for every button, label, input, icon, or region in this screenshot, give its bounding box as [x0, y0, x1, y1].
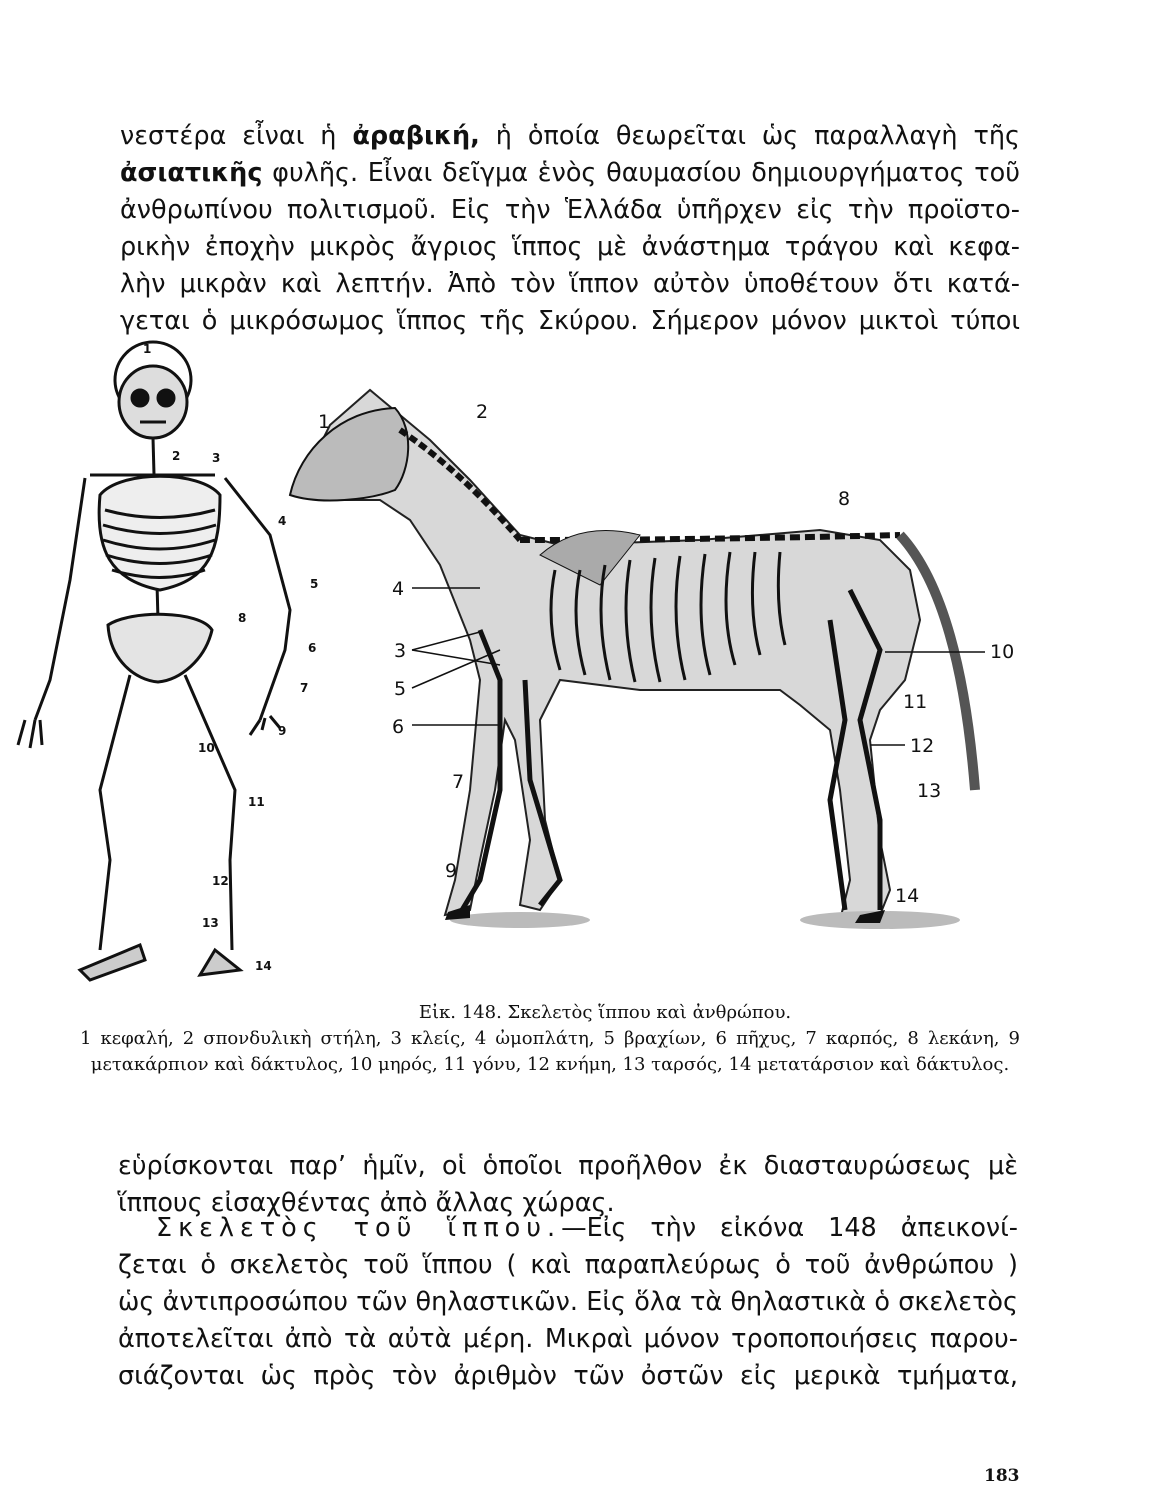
text-fragment: ρικὴν ἐποχὴν μικρὸς ἄγριος ἵππος μὲ ἀνάστημα τράγου καὶ κεφα- [120, 232, 1020, 262]
text-line: εὑρίσκονται παρ’ ἡμῖν, οἱ ὁποῖοι προῆλθον ἐκ διασταυρώσεως μὲ [118, 1151, 1018, 1181]
section-heading: Σκελετὸς τοῦ ἵππου. [156, 1213, 562, 1243]
text-line [120, 266, 1020, 303]
horse-label-11: 11 [903, 691, 928, 713]
bold-term: ἀσιατικῆς [120, 158, 263, 188]
horse-label-7: 7 [452, 771, 465, 793]
text-line [120, 192, 1020, 229]
human-label-8: 8 [238, 611, 247, 625]
horse-label-14: 14 [895, 885, 920, 907]
text-line: ὡς ἀντιπροσώπου τῶν θηλαστικῶν. Εἰς ὅλα τὰ θηλαστικὰ ὁ σκελετὸς [118, 1287, 1018, 1317]
horse-label-1: 1 [318, 411, 331, 433]
text-line [120, 229, 1020, 266]
text-line: σιάζονται ὡς πρὸς τὸν ἀριθμὸν τῶν ὀστῶν εἰς μερικὰ τμήματα, [118, 1361, 1018, 1391]
horse-label-6: 6 [392, 716, 405, 738]
paragraph-top [120, 118, 1020, 340]
human-label-5: 5 [310, 577, 319, 591]
skeleton-illustration [0, 320, 1060, 1000]
horse-label-12: 12 [910, 735, 935, 757]
human-label-13: 13 [202, 916, 219, 930]
human-label-7: 7 [300, 681, 309, 695]
horse-label-10: 10 [990, 641, 1015, 663]
text-fragment: λὴν μικρὰν καὶ λεπτήν. Ἀπὸ τὸν ἵππον αὐτὸν ὑποθέτουν ὅτι κατά- [120, 269, 1020, 299]
text-fragment: —Εἰς τὴν εἰκόνα 148 ἀπεικονί- [561, 1213, 1019, 1243]
horse-label-8: 8 [838, 488, 851, 510]
human-label-11: 11 [248, 795, 265, 809]
text-line: ζεται ὁ σκελετὸς τοῦ ἵππου ( καὶ παραπλεύρως ὁ τοῦ ἀνθρώπου ) [118, 1250, 1018, 1280]
human-label-6: 6 [308, 641, 317, 655]
horse-label-3: 3 [394, 640, 407, 662]
caption-title: Εἰκ. 148. Σκελετὸς ἵππου καὶ ἀνθρώπου. [418, 1002, 792, 1023]
horse-label-5: 5 [394, 678, 407, 700]
text-fragment: ἀνθρωπίνου πολιτισμοῦ. Εἰς τὴν Ἑλλάδα ὑπῆρχεν εἰς τὴν προϊστο- [120, 195, 1020, 225]
figure-148 [0, 320, 1060, 1000]
bold-term: ἀραβική, [352, 121, 480, 151]
horse-label-9: 9 [445, 860, 458, 882]
text-fragment: νεστέρα εἶναι ἡ [120, 121, 353, 151]
figure-caption [80, 1000, 1020, 1078]
horse-label-4: 4 [392, 578, 405, 600]
text-fragment: ἡ ὁποία θεωρεῖται ὡς παραλλαγὴ τῆς [479, 121, 1020, 151]
human-label-1: 1 [143, 342, 152, 356]
horse-label-13: 13 [917, 780, 942, 802]
page-number: 183 [984, 1466, 1020, 1486]
human-label-2: 2 [172, 449, 181, 463]
horse-label-2: 2 [476, 401, 489, 423]
human-label-3: 3 [212, 451, 221, 465]
text-fragment: φυλῆς. Εἶναι δεῖγμα ἑνὸς θαυμασίου δημιουργήματος τοῦ [262, 158, 1020, 188]
human-skeleton-drawing [18, 342, 290, 980]
text-line: ἵππους εἰσαχθέντας ἀπὸ ἄλλας χώρας. [118, 1188, 615, 1218]
human-label-10: 10 [198, 741, 215, 755]
caption-legend: 1 κεφαλή, 2 σπονδυλικὴ στήλη, 3 κλείς, 4 ὠμοπλάτη, 5 βραχίων, 6 πῆχυς, 7 καρπός, 8 λεκάνη, 9 μετακάρπιον καὶ δάκτυλος, 10 μηρός, 11 γόνυ, 12 κνήμη, 13 ταρσός, 14 μετατάρσιον καὶ δάκτυλος. [80, 1028, 1020, 1075]
paragraph-bottom [118, 1210, 1018, 1395]
human-label-14: 14 [255, 959, 272, 973]
text-line-with-heading [118, 1210, 1018, 1247]
human-label-12: 12 [212, 874, 229, 888]
text-line [120, 118, 1020, 155]
text-line: ἀποτελεῖται ἀπὸ τὰ αὐτὰ μέρη. Μικραὶ μόνον τροποποιήσεις παρου- [118, 1324, 1018, 1354]
text-fragment: γεται ὁ μικρόσωμος ἵππος τῆς Σκύρου. Σήμερον μόνον μικτοὶ τύποι [120, 306, 1020, 336]
human-label-4: 4 [278, 514, 287, 528]
horse-skeleton-drawing [290, 390, 975, 929]
text-line [120, 155, 1020, 192]
human-label-9: 9 [278, 724, 287, 738]
